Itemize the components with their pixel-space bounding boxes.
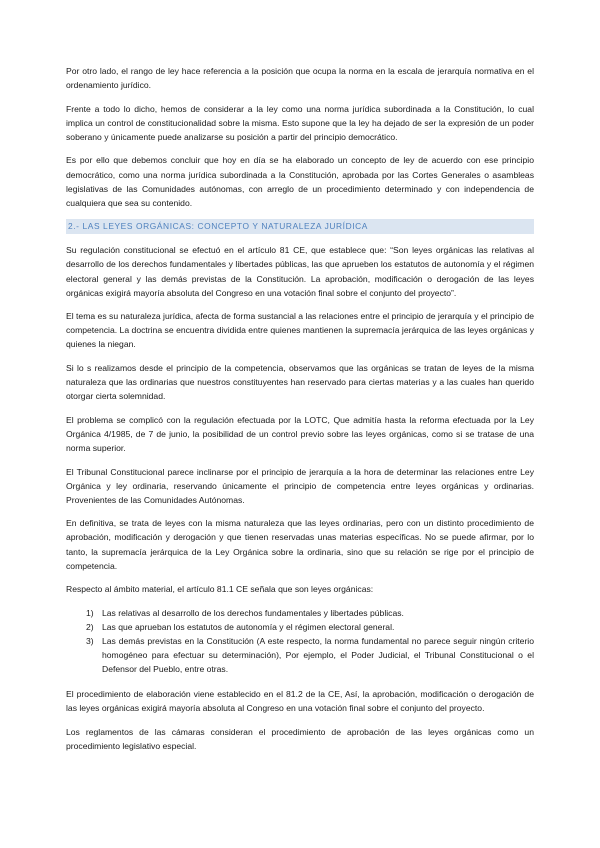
list-item-number: 1) [86,607,94,618]
paragraph: Si lo s realizamos desde el principio de la competencia, observamos que las orgánicas se tratan de leyes de la misma naturaleza que las ordinarias que nuestros constituyentes han reservado para ciertas materias y a las cuales han querido otorgar cierta solemnidad. [66,363,534,402]
paragraph: El tema es su naturaleza jurídica, afecta de forma sustancial a las relaciones entre el principio de jerarquía y el principio de competencia. La doctrina se encuentra dividida entre quienes mantienen la supremacía jerárquica de las leyes orgánicas y quienes la niegan. [66,311,534,350]
paragraph: En definitiva, se trata de leyes con la misma naturaleza que las leyes ordinarias, pero con un distinto procedimiento de aprobación, modificación y derogación y que tienen reservadas unas materias específicas. No se puede afirmar, por lo tanto, la supremacía jerárquica de la Ley Orgánica sobre la ordinaria, sino que su relación se rige por el principio de competencia. [66,518,534,571]
document-body [66,64,534,763]
section-heading: 2.- LAS LEYES ORGÁNICAS: CONCEPTO Y NATURALEZA JURÍDICA [66,219,534,234]
paragraph: El Tribunal Constitucional parece inclinarse por el principio de jerarquía a la hora de determinar las relaciones entre Ley Orgánica y ley ordinaria, reservando únicamente el principio de competencia entre leyes orgánicas y ordinarias. Provenientes de las Comunidades Autónomas. [66,466,534,505]
paragraph: Es por ello que debemos concluir que hoy en día se ha elaborado un concepto de ley de acuerdo con ese principio democrático, como una norma jurídica subordinada a la Constitución, aprobada por las Cortes Generales o asambleas legislativas de las Comunidades autónomas, con arreglo de un procedimiento determinado y con independencia de cualquiera que sea su contenido. [66,155,534,208]
numbered-list [66,606,534,676]
paragraph: El procedimiento de elaboración viene establecido en el 81.2 de la CE, Así, la aprobación, modificación o derogación de las leyes orgánicas exigirá mayoría absoluta al Congreso en una votación final sobre el conjunto del proyecto. [66,689,534,714]
list-item-text: Las que aprueban los estatutos de autonomía y el régimen electoral general. [102,621,395,632]
list-item-number: 2) [86,621,94,632]
list-item-number: 3) [86,636,94,646]
list-item-text: Las demás previstas en la Constitución (A este respecto, la norma fundamental no parece seguir ningún criterio homogéneo para efectuar su determinación), Por ejemplo, el Poder Judicial, el Tribunal Constitucional o el Defensor del Pueblo, entre otras. [102,636,534,675]
paragraph: Los reglamentos de las cámaras consideran el procedimiento de aprobación de las leyes orgánicas como un procedimiento legislativo especial. [66,726,534,752]
list-item [66,620,534,634]
paragraph: Su regulación constitucional se efectuó en el artículo 81 CE, que establece que: “Son leyes orgánicas las relativas al desarrollo de los derechos fundamentales y libertades públicas, las que aprueben los estatutos de autonomía y el régimen electoral general y las demás previstas de la Constitución. La aprobación, modificación o derogación de las leyes orgánicas exigirá mayoría absoluta del Congreso en una votación final sobre el conjunto del proyecto”. [66,245,534,298]
list-item [66,606,534,620]
paragraph: El problema se complicó con la regulación efectuada por la LOTC, Que admitía hasta la reforma efectuada por la Ley Orgánica 4/1985, de 7 de junio, la posibilidad de un control previo sobre las leyes orgánicas, como si se tratase de una norma superior. [66,414,534,453]
list-item-text: Las relativas al desarrollo de los derechos fundamentales y libertades públicas. [102,607,404,618]
paragraph: Por otro lado, el rango de ley hace referencia a la posición que ocupa la norma en la escala de jerarquía normativa en el ordenamiento jurídico. [66,66,534,91]
list-item [66,634,534,676]
paragraph: Frente a todo lo dicho, hemos de considerar a la ley como una norma jurídica subordinada a la Constitución, lo cual implica un control de constitucionalidad sobre la misma. Esto supone que la ley ha dejado de ser la expresión de un poder soberano y únicamente puede analizarse su posición a partir del principio democrático. [66,103,534,142]
paragraph: Respecto al ámbito material, el artículo 81.1 CE señala que son leyes orgánicas: [66,584,374,595]
